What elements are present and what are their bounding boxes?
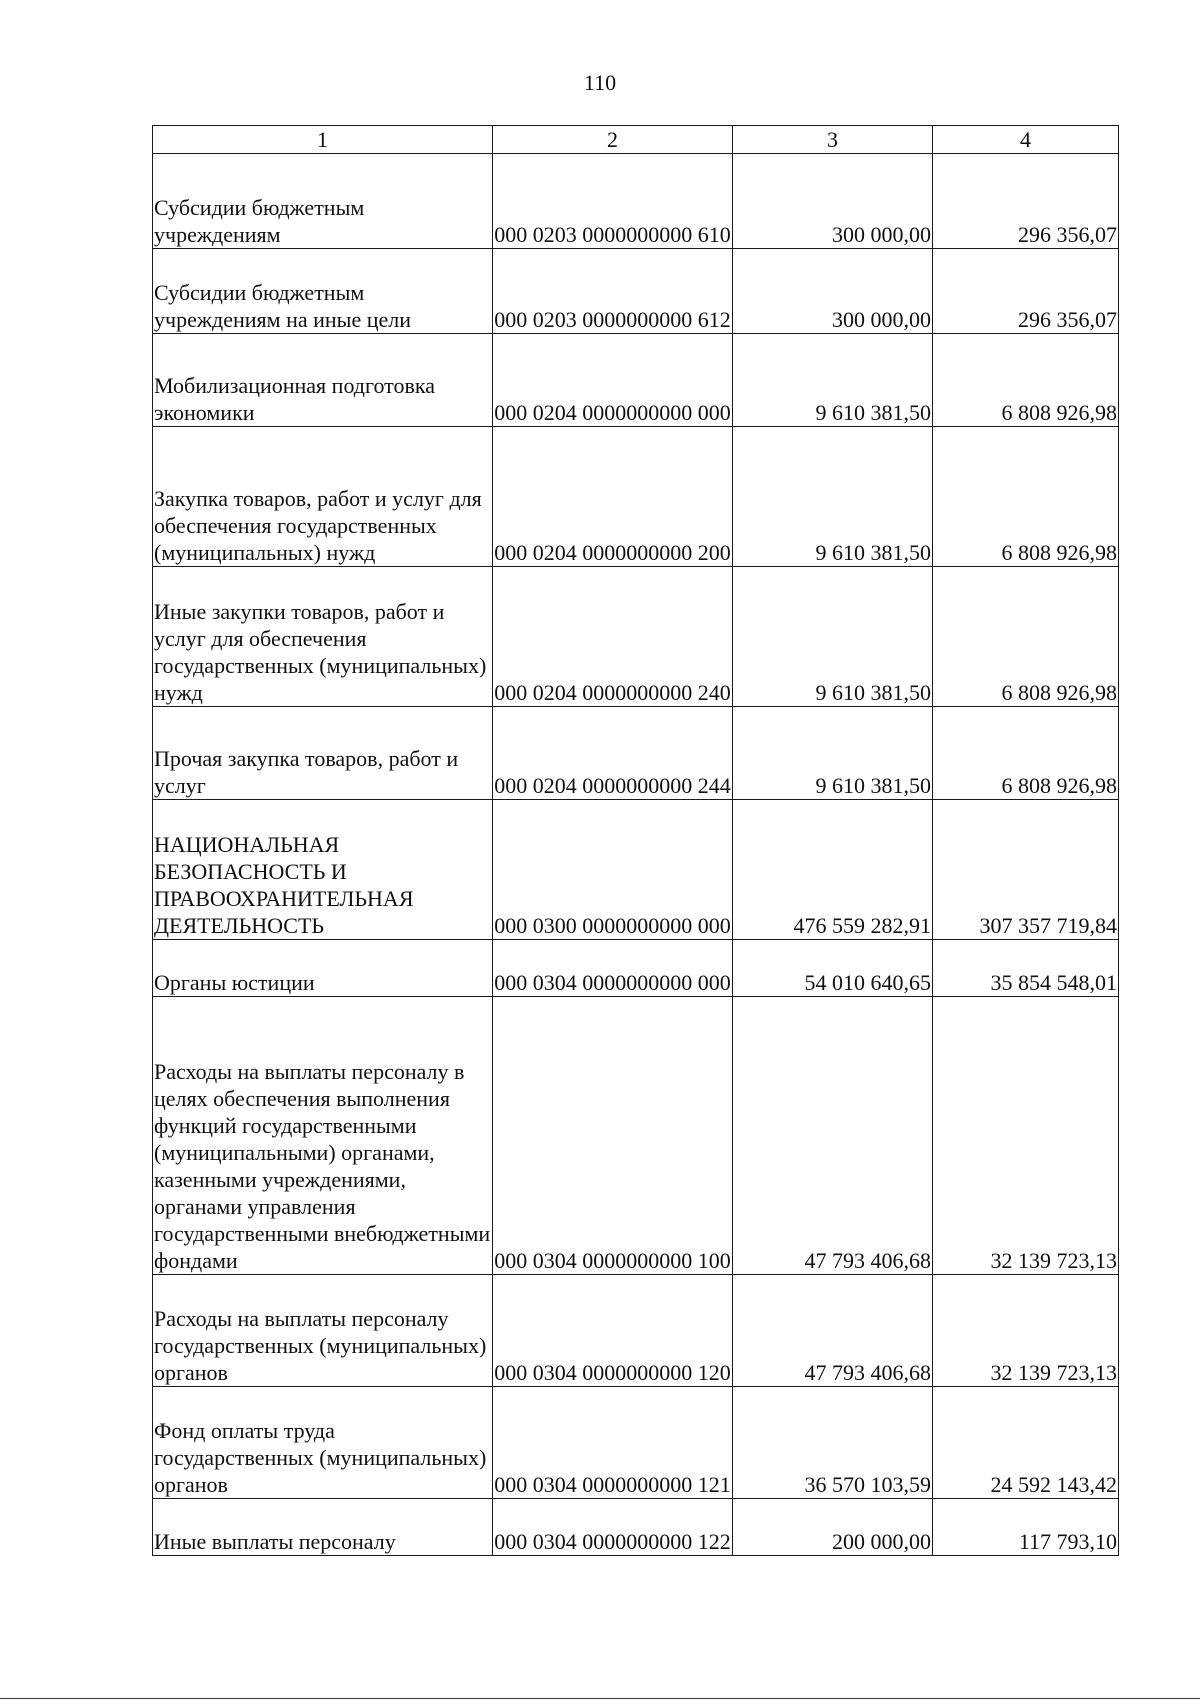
- row-code-cell: 000 0204 0000000000 244: [493, 707, 733, 800]
- bottom-rule: [0, 1698, 1200, 1699]
- table-row: [153, 1499, 1119, 1556]
- row-code-cell: 000 0304 0000000000 100: [493, 997, 733, 1275]
- row-code-cell: 000 0204 0000000000 240: [493, 567, 733, 707]
- row-planned-cell: 476 559 282,91: [733, 800, 933, 940]
- row-name-cell: Расходы на выплаты персоналу государственных (муниципальных) органов: [153, 1275, 493, 1387]
- row-code-cell: 000 0204 0000000000 000: [493, 334, 733, 427]
- row-name-cell: Субсидии бюджетным учреждениям на иные цели: [153, 249, 493, 334]
- row-code-cell: 000 0300 0000000000 000: [493, 800, 733, 940]
- row-executed-cell: 307 357 719,84: [933, 800, 1119, 940]
- table-row: [153, 334, 1119, 427]
- column-header-3: 3: [733, 126, 933, 154]
- row-planned-cell: 9 610 381,50: [733, 334, 933, 427]
- row-code-cell: 000 0204 0000000000 200: [493, 427, 733, 567]
- row-planned-cell: 36 570 103,59: [733, 1387, 933, 1499]
- table-header-row: [153, 126, 1119, 154]
- row-planned-cell: 9 610 381,50: [733, 567, 933, 707]
- row-name-cell: Расходы на выплаты персоналу в целях обеспечения выполнения функций государственными (муниципальными) органами, казенными учреждениями, органами управления государственными внебюджетными фондами: [153, 997, 493, 1275]
- row-code-cell: 000 0203 0000000000 612: [493, 249, 733, 334]
- table-row: [153, 154, 1119, 249]
- row-planned-cell: 47 793 406,68: [733, 997, 933, 1275]
- row-executed-cell: 6 808 926,98: [933, 427, 1119, 567]
- row-code-cell: 000 0304 0000000000 000: [493, 940, 733, 997]
- row-name-cell: Закупка товаров, работ и услуг для обеспечения государственных (муниципальных) нужд: [153, 427, 493, 567]
- page-number: 110: [583, 70, 617, 95]
- row-name-cell: Органы юстиции: [153, 940, 493, 997]
- row-executed-cell: 6 808 926,98: [933, 334, 1119, 427]
- table-row: [153, 997, 1119, 1275]
- row-executed-cell: 35 854 548,01: [933, 940, 1119, 997]
- table-row: [153, 249, 1119, 334]
- row-executed-cell: 32 139 723,13: [933, 997, 1119, 1275]
- table-row: [153, 1387, 1119, 1499]
- row-planned-cell: 54 010 640,65: [733, 940, 933, 997]
- row-code-cell: 000 0203 0000000000 610: [493, 154, 733, 249]
- row-executed-cell: 296 356,07: [933, 154, 1119, 249]
- row-name-cell: Иные выплаты персоналу: [153, 1499, 493, 1556]
- row-name-cell: Прочая закупка товаров, работ и услуг: [153, 707, 493, 800]
- row-planned-cell: 300 000,00: [733, 249, 933, 334]
- row-name-cell: Субсидии бюджетным учреждениям: [153, 154, 493, 249]
- row-planned-cell: 9 610 381,50: [733, 427, 933, 567]
- row-executed-cell: 6 808 926,98: [933, 707, 1119, 800]
- table-row: [153, 707, 1119, 800]
- row-executed-cell: 117 793,10: [933, 1499, 1119, 1556]
- row-name-cell: НАЦИОНАЛЬНАЯ БЕЗОПАСНОСТЬ И ПРАВООХРАНИТЕЛЬНАЯ ДЕЯТЕЛЬНОСТЬ: [153, 800, 493, 940]
- column-header-4: 4: [933, 126, 1119, 154]
- row-code-cell: 000 0304 0000000000 122: [493, 1499, 733, 1556]
- row-name-cell: Мобилизационная подготовка экономики: [153, 334, 493, 427]
- row-planned-cell: 200 000,00: [733, 1499, 933, 1556]
- row-planned-cell: 47 793 406,68: [733, 1275, 933, 1387]
- row-name-cell: Фонд оплаты труда государственных (муниципальных) органов: [153, 1387, 493, 1499]
- row-code-cell: 000 0304 0000000000 121: [493, 1387, 733, 1499]
- column-header-1: 1: [153, 126, 493, 154]
- row-executed-cell: 24 592 143,42: [933, 1387, 1119, 1499]
- row-code-cell: 000 0304 0000000000 120: [493, 1275, 733, 1387]
- table-row: [153, 1275, 1119, 1387]
- row-planned-cell: 9 610 381,50: [733, 707, 933, 800]
- row-executed-cell: 32 139 723,13: [933, 1275, 1119, 1387]
- table-row: [153, 800, 1119, 940]
- row-executed-cell: 296 356,07: [933, 249, 1119, 334]
- column-header-2: 2: [493, 126, 733, 154]
- table-row: [153, 567, 1119, 707]
- budget-table: [152, 125, 1119, 1556]
- table-row: [153, 940, 1119, 997]
- table-row: [153, 427, 1119, 567]
- row-planned-cell: 300 000,00: [733, 154, 933, 249]
- row-name-cell: Иные закупки товаров, работ и услуг для обеспечения государственных (муниципальных) нужд: [153, 567, 493, 707]
- row-executed-cell: 6 808 926,98: [933, 567, 1119, 707]
- table-body: [153, 154, 1119, 1556]
